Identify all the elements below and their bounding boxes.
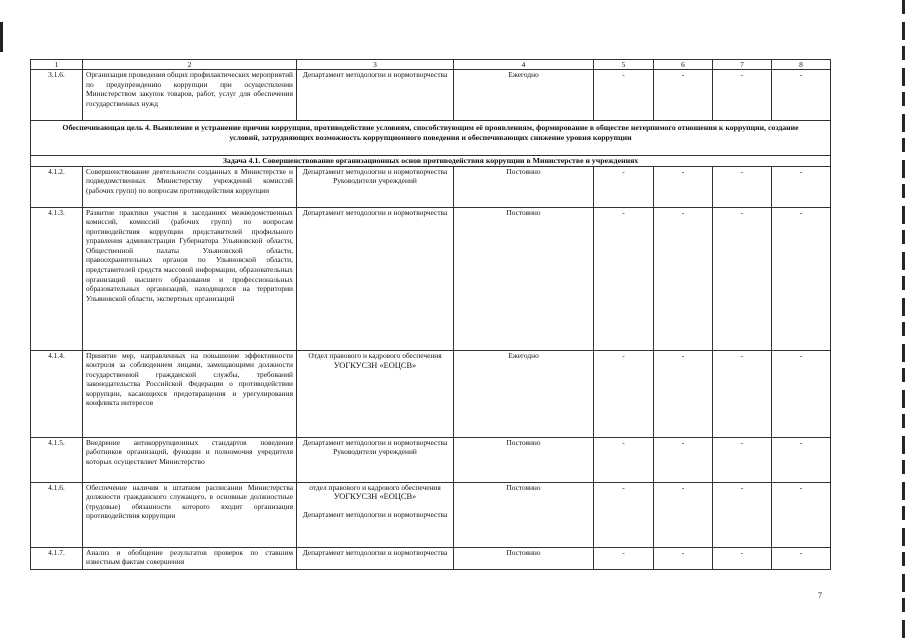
item-description: Организация проведения общих профилактических мероприятий по предупреждению коррупции при осуществлении Министерством закупок товаров, работ, услуг для обеспечения государственных нужд (83, 70, 297, 121)
item-value: - (772, 547, 831, 569)
item-value: - (594, 547, 654, 569)
table-row (31, 437, 831, 482)
responsible-unit: Департамент методологии и нормотворчества (302, 207, 448, 217)
measures-table (30, 59, 831, 570)
item-value: - (654, 70, 713, 121)
item-value: - (713, 437, 772, 482)
item-value: - (654, 482, 713, 547)
item-responsible (297, 350, 454, 437)
item-responsible (297, 547, 454, 569)
responsible-unit: УОГКУСЗН «ЕОЦСВ» (333, 361, 417, 371)
item-value: - (772, 437, 831, 482)
item-value: - (713, 166, 772, 207)
item-value: - (654, 207, 713, 350)
responsible-unit: Департамент методологии и нормотворчества (302, 437, 448, 447)
task-heading: Задача 4.1. Совершенствование организационных основ противодействия коррупции в Министерстве и учреждениях (31, 156, 831, 167)
item-value: - (713, 350, 772, 437)
column-number-row (31, 60, 831, 70)
item-responsible (297, 482, 454, 547)
item-term: Постоянно (454, 207, 594, 350)
item-term: Постоянно (454, 166, 594, 207)
item-value: - (594, 70, 654, 121)
table-row (31, 547, 831, 569)
goal-heading: Обеспечивающая цель 4. Выявление и устранение причин коррупции, противодействие условиям, способствующим её проявлениям, формирование в обществе нетерпимого отношения к коррупции, создание условий, затрудняющих возможность коррупционного поведения и обеспечивающих снижение уровня коррупции (31, 121, 831, 156)
item-description: Совершенствование деятельности созданных в Министерстве и подведомственных Министерству учреждений комиссий (рабочих групп) по вопросам противодействия коррупции (83, 166, 297, 207)
responsible-unit: Руководители учреждений (333, 447, 417, 457)
responsible-unit: Департамент методологии и нормотворчества (302, 509, 448, 519)
responsible-unit: Департамент методологии и нормотворчества (302, 166, 448, 176)
item-description: Внедрение антикоррупционных стандартов поведения работников организаций, функции и полномочия учредителя которых осуществляет Министерство (83, 437, 297, 482)
item-number: 3.1.6. (31, 70, 83, 121)
item-value: - (772, 207, 831, 350)
item-description: Обеспечение наличия в штатном расписании Министерства должности гражданского служащего, в основные должностные (трудовые) обязанности которого входит организация противодействия коррупции (83, 482, 297, 547)
item-value: - (654, 350, 713, 437)
item-description: Принятие мер, направленных на повышение эффективности контроля за соблюдением лицами, замещающими должности государственной гражданской службы, требований законодательства Российской Федерации о противодействии коррупции, касающихся предотвращения и урегулирования конфликта интересов (83, 350, 297, 437)
responsible-unit: Отдел правового и кадрового обеспечения (308, 350, 442, 360)
item-value: - (594, 437, 654, 482)
item-number: 4.1.7. (31, 547, 83, 569)
responsible-unit: Руководители учреждений (333, 176, 417, 186)
scan-edge-mark (0, 22, 3, 52)
item-value: - (772, 166, 831, 207)
item-description: Анализ и обобщение результатов проверок по ставшим известным фактам совершения (83, 547, 297, 569)
table-row (31, 166, 831, 207)
item-responsible (297, 437, 454, 482)
item-value: - (594, 207, 654, 350)
item-value: - (772, 70, 831, 121)
item-number: 4.1.6. (31, 482, 83, 547)
responsible-unit: Департамент методологии и нормотворчества (302, 547, 448, 557)
item-number: 4.1.3. (31, 207, 83, 350)
col-number: 5 (594, 60, 654, 70)
item-value: - (654, 547, 713, 569)
col-number: 4 (454, 60, 594, 70)
item-value: - (772, 482, 831, 547)
item-value: - (713, 207, 772, 350)
responsible-unit: УОГКУСЗН «ЕОЦСВ» (333, 492, 417, 502)
item-responsible (297, 207, 454, 350)
task-row (31, 156, 831, 167)
table-row (31, 482, 831, 547)
table-row (31, 350, 831, 437)
item-responsible (297, 166, 454, 207)
responsible-unit: отдел правового и кадрового обеспечения (309, 482, 441, 492)
item-responsible: Департамент методологии и нормотворчества (297, 70, 454, 121)
document-sheet (30, 59, 830, 570)
item-description: Развитие практики участия в заседаниях межведомственных комиссий, комиссий (рабочих групп) по вопросам противодействия коррупции представителей профильного управления администрации Губернатора Ульяновской области, Общественной палаты Ульяновской области, правоохранительных органов по Ульяновской области, представителей средств массовой информации, образовательных организаций высшего образования и профессиональных образовательных организаций, находящихся на территории Ульяновской области, экспертных организаций (83, 207, 297, 350)
item-value: - (772, 350, 831, 437)
item-value: - (713, 70, 772, 121)
item-term: Постоянно (454, 482, 594, 547)
page-number: 7 (818, 591, 822, 600)
item-value: - (654, 437, 713, 482)
col-number: 7 (713, 60, 772, 70)
goal-row (31, 121, 831, 156)
item-value: - (654, 166, 713, 207)
item-number: 4.1.4. (31, 350, 83, 437)
item-term: Постоянно (454, 437, 594, 482)
item-value: - (594, 350, 654, 437)
col-number: 2 (83, 60, 297, 70)
table-row (31, 207, 831, 350)
item-value: - (713, 547, 772, 569)
item-term: Постоянно (454, 547, 594, 569)
col-number: 3 (297, 60, 454, 70)
col-number: 1 (31, 60, 83, 70)
col-number: 6 (654, 60, 713, 70)
item-value: - (713, 482, 772, 547)
col-number: 8 (772, 60, 831, 70)
table-row (31, 70, 831, 121)
item-value: - (594, 482, 654, 547)
item-term: Ежегодно (454, 350, 594, 437)
item-value: - (594, 166, 654, 207)
item-number: 4.1.2. (31, 166, 83, 207)
item-term: Ежегодно (454, 70, 594, 121)
item-number: 4.1.5. (31, 437, 83, 482)
